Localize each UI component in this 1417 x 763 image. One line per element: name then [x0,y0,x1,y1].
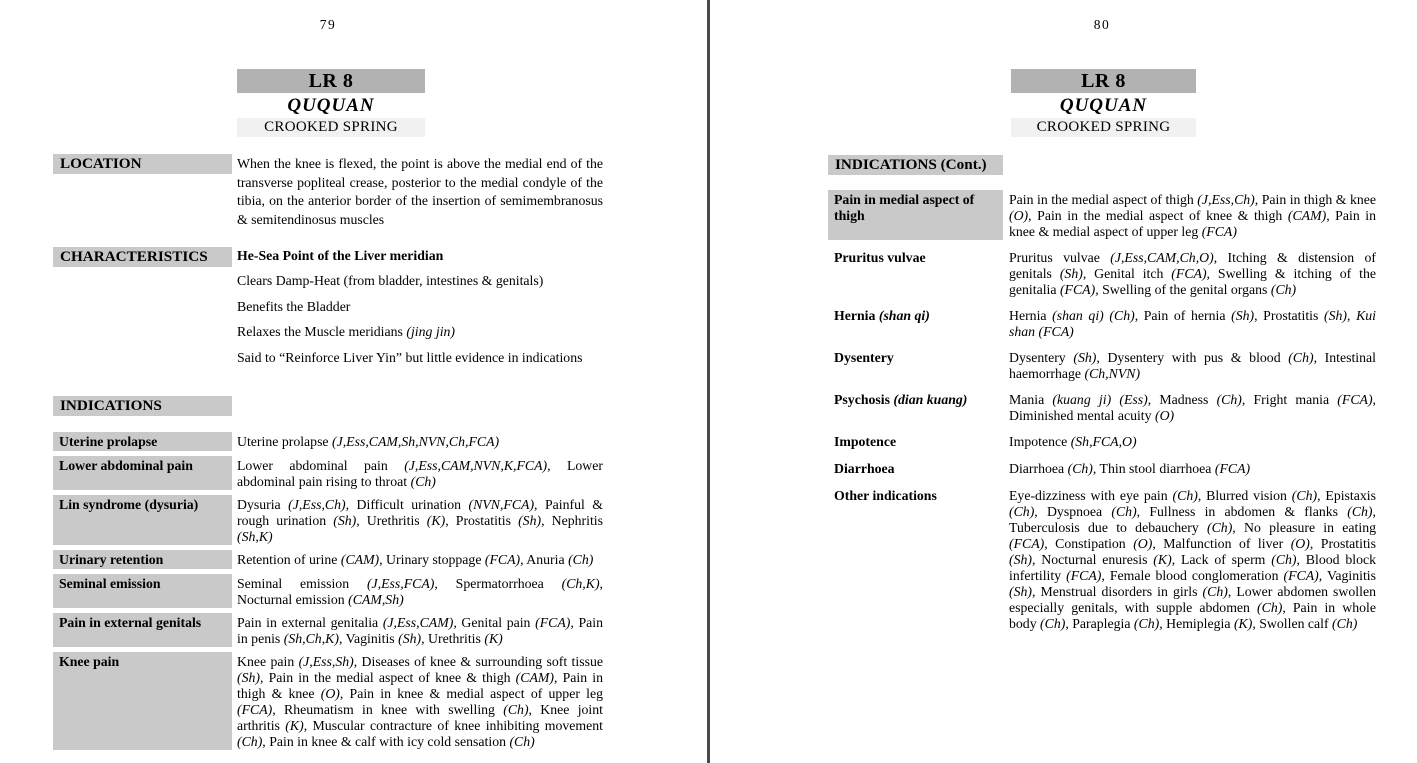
indication-text: Seminal emission (J,Ess,FCA), Spermatorrhoea (Ch,K), Nocturnal emission (CAM,Sh) [237,576,603,608]
indication-row [53,495,603,545]
indication-row [53,613,603,647]
point-header-right [1011,69,1196,137]
indication-label: Diarrhoea [834,461,895,476]
indication-label: Seminal emission [53,574,232,608]
indication-label: Pain in external genitals [53,613,232,647]
indication-label: Pain in medial aspect of thigh [828,190,1003,240]
indication-label: Urinary retention [53,550,232,569]
indication-text: Retention of urine (CAM), Urinary stoppage (FCA), Anuria (Ch) [237,552,594,568]
indication-label: Hernia (shan qi) [834,308,930,323]
point-code-banner: LR 8 [1011,69,1196,93]
location-heading: LOCATION [53,154,232,174]
characteristic-item: Said to “Reinforce Liver Yin” but little evidence in indications [237,349,583,365]
characteristic-item: Clears Damp-Heat (from bladder, intestines & genitals) [237,273,544,289]
indication-label: Lin syndrome (dysuria) [53,495,232,545]
page-79-inner [53,0,603,750]
indication-row [53,652,603,750]
indications-heading: INDICATIONS [53,396,232,416]
indication-row [828,248,1376,298]
page-number-right: 80 [1093,17,1111,32]
indication-text: Diarrhoea (Ch), Thin stool diarrhoea (FCA) [1009,461,1251,476]
indications-cont-heading: INDICATIONS (Cont.) [828,155,1003,175]
characteristic-item: Relaxes the Muscle meridians (jing jin) [237,324,456,340]
point-pinyin: QUQUAN [287,95,375,116]
indication-row [828,190,1376,240]
indication-text: Pain in the medial aspect of thigh (J,Ess,Ch), Pain in thigh & knee (O), Pain in the medial aspect of knee & thigh (CAM), Pain in knee & medial aspect of upper leg (FCA) [1009,192,1376,239]
indication-label: Pruritus vulvae [834,250,926,265]
indication-text: Lower abdominal pain (J,Ess,CAM,NVN,K,FCA), Lower abdominal pain rising to throat (Ch) [237,458,603,490]
indication-label: Psychosis (dian kuang) [834,392,968,407]
indication-label: Uterine prolapse [53,432,232,451]
point-header-left [237,69,425,137]
page-80-inner [828,0,1376,632]
location-section [53,154,603,230]
indication-label: Impotence [834,434,897,449]
point-english-name: CROOKED SPRING [1011,118,1196,137]
indication-text: Pain in external genitalia (J,Ess,CAM), Genital pain (FCA), Pain in penis (Sh,Ch,K), Vaginitis (Sh), Urethritis (K) [237,615,603,647]
characteristics-section [53,247,603,376]
point-code-banner: LR 8 [237,69,425,93]
indications-cont-table [828,190,1376,632]
indication-row [53,550,603,569]
indication-text: Knee pain (J,Ess,Sh), Diseases of knee & surrounding soft tissue (Sh), Pain in the medial aspect of knee & thigh (CAM), Pain in thigh & knee (O), Pain in knee & medial aspect of upper leg (FCA), Rheumatism in knee with swelling (Ch), Knee joint arthritis (K), Muscular contracture of knee inhibiting movement (Ch), Pain in knee & calf with icy cold sensation (Ch) [237,654,603,750]
page-80 [707,0,1414,763]
indication-row [828,348,1376,382]
indication-text: Dysentery (Sh), Dysentery with pus & blood (Ch), Intestinal haemorrhage (Ch,NVN) [1009,350,1377,381]
page-divider [707,0,710,763]
indication-row [828,432,1376,451]
indications-table [53,432,603,750]
characteristic-item: He-Sea Point of the Liver meridian [237,247,444,263]
page-79 [0,0,707,763]
indication-row [828,390,1376,424]
indication-text: Impotence (Sh,FCA,O) [1009,434,1137,449]
location-text: When the knee is flexed, the point is above the medial end of the transverse popliteal crease, posterior to the medial condyle of the tibia, on the anterior border of the insertion of semimembranosus & semitendinosus muscles [237,156,603,228]
indication-text: Dysuria (J,Ess,Ch), Difficult urination (NVN,FCA), Painful & rough urination (Sh), Urethritis (K), Prostatitis (Sh), Nephritis (Sh,K) [237,497,603,545]
indication-row [828,486,1376,632]
characteristic-item: Benefits the Bladder [237,298,351,314]
point-pinyin: QUQUAN [1059,95,1148,116]
page-number-left: 79 [319,17,337,32]
indication-row [53,574,603,608]
indication-text: Mania (kuang ji) (Ess), Madness (Ch), Fright mania (FCA), Diminished mental acuity (O) [1009,392,1376,423]
indication-label: Other indications [834,488,937,503]
point-english-name: CROOKED SPRING [237,118,425,137]
indication-label: Lower abdominal pain [53,456,232,490]
characteristics-heading: CHARACTERISTICS [53,247,232,267]
indication-label: Knee pain [53,652,232,750]
indication-text: Uterine prolapse (J,Ess,CAM,Sh,NVN,Ch,FCA) [237,434,500,450]
indication-text: Eye-dizziness with eye pain (Ch), Blurred vision (Ch), Epistaxis (Ch), Dyspnoea (Ch), Fullness in abdomen & flanks (Ch), Tuberculosis due to debauchery (Ch), No pleasure in eating (FCA), Constipation (O), Malfunction of liver (O), Prostatitis (Sh), Nocturnal enuresis (K), Lack of sperm (Ch), Blood block infertility (FCA), Female blood conglomeration (FCA), Vaginitis (Sh), Menstrual disorders in girls (Ch), Lower abdomen swollen especially genitals, with supple abdomen (Ch), Pain in whole body (Ch), Paraplegia (Ch), Hemiplegia (K), Swollen calf (Ch) [1009,488,1377,631]
characteristics-list [237,248,603,376]
indication-row [53,456,603,490]
indication-row [828,306,1376,340]
indication-row [828,459,1376,478]
indication-text: Hernia (shan qi) (Ch), Pain of hernia (Sh), Prostatitis (Sh), Kui shan (FCA) [1009,308,1377,339]
indication-text: Pruritus vulvae (J,Ess,CAM,Ch,O), Itching & distension of genitals (Sh), Genital itch (FCA), Swelling & itching of the genitalia (FCA), Swelling of the genital organs (Ch) [1009,250,1376,297]
indication-row [53,432,603,451]
indication-label: Dysentery [834,350,894,365]
